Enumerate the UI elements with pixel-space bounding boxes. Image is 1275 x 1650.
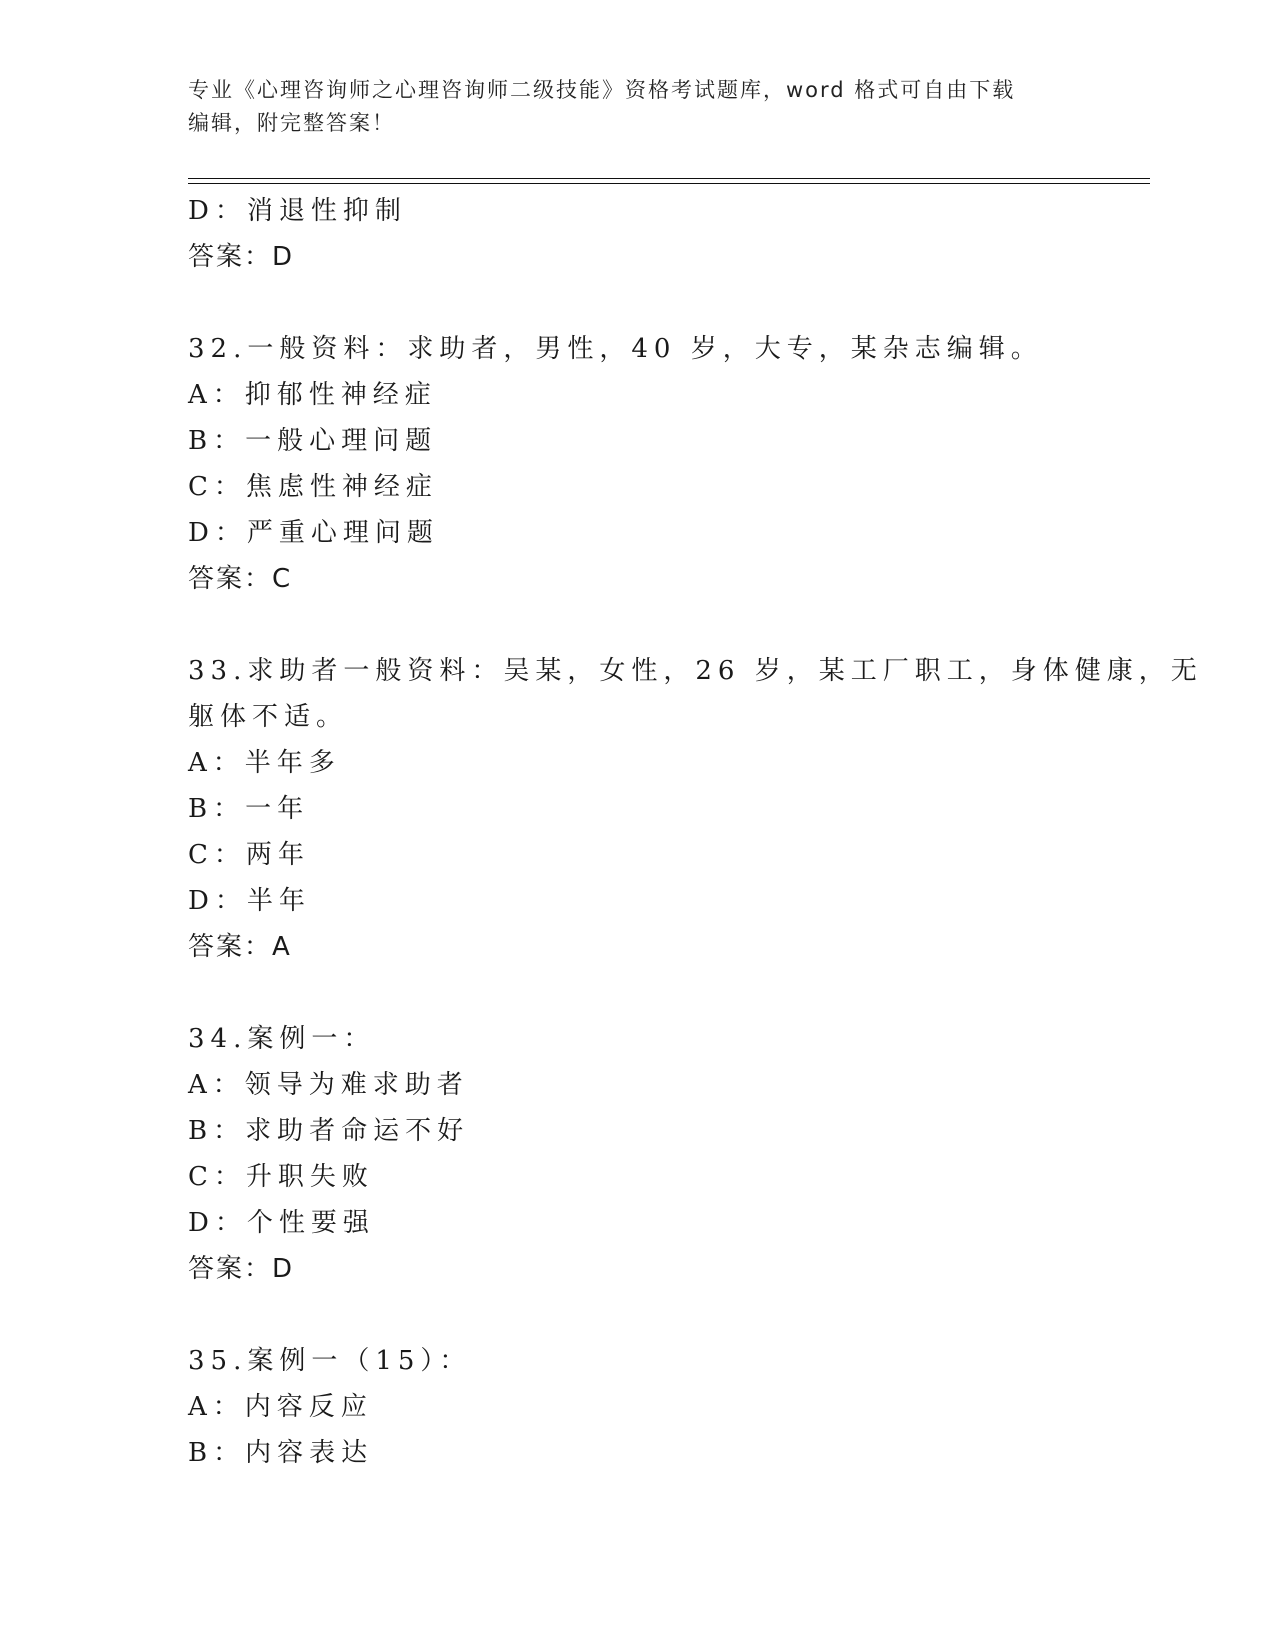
question-text-line-2: 躯体不适。	[188, 702, 349, 732]
question-text: 32.一般资料：求助者，男性，40 岁，大专，某杂志编辑。	[188, 334, 1043, 364]
option-a: A：半年多	[188, 748, 341, 778]
option-d: D：消退性抑制	[188, 196, 407, 226]
option-c: C：焦虑性神经症	[188, 472, 438, 502]
spacer	[188, 1292, 1108, 1338]
spacer	[188, 602, 1108, 648]
answer-line: 答案：D	[188, 242, 295, 272]
option-b: B：内容表达	[188, 1438, 374, 1468]
header-divider-top	[188, 178, 1150, 179]
option-a: A：抑郁性神经症	[188, 380, 437, 410]
option-a: A：内容反应	[188, 1392, 373, 1422]
answer-line: 答案：C	[188, 564, 293, 594]
option-c: C：两年	[188, 840, 310, 870]
question-35	[188, 1338, 1108, 1476]
question-text: 34.案例一：	[188, 1024, 376, 1054]
option-d: D：严重心理问题	[188, 518, 439, 548]
spacer	[188, 280, 1108, 326]
question-list	[188, 188, 1203, 1476]
question-32	[188, 326, 1108, 602]
option-b: B：求助者命运不好	[188, 1116, 470, 1146]
header-divider-bottom	[188, 183, 1150, 184]
option-b: B：一般心理问题	[188, 426, 438, 456]
answer-line: 答案：A	[188, 932, 292, 962]
spacer	[188, 970, 1108, 1016]
question-34	[188, 1016, 1108, 1292]
document-header	[188, 74, 1088, 140]
option-d: D：个性要强	[188, 1208, 375, 1238]
option-a: A：领导为难求助者	[188, 1070, 469, 1100]
option-d: D：半年	[188, 886, 311, 916]
option-b: B：一年	[188, 794, 310, 824]
header-line-2: 编辑，附完整答案！	[188, 111, 395, 135]
question-text-line-1: 33.求助者一般资料：吴某，女性，26 岁，某工厂职工，身体健康，无	[188, 656, 1203, 686]
question-text: 35.案例一（15）：	[188, 1346, 472, 1376]
question-33	[188, 648, 1203, 970]
option-c: C：升职失败	[188, 1162, 374, 1192]
header-line-1: 专业《心理咨询师之心理咨询师二级技能》资格考试题库，word 格式可自由下载	[188, 78, 1016, 102]
answer-line: 答案：D	[188, 1254, 295, 1284]
